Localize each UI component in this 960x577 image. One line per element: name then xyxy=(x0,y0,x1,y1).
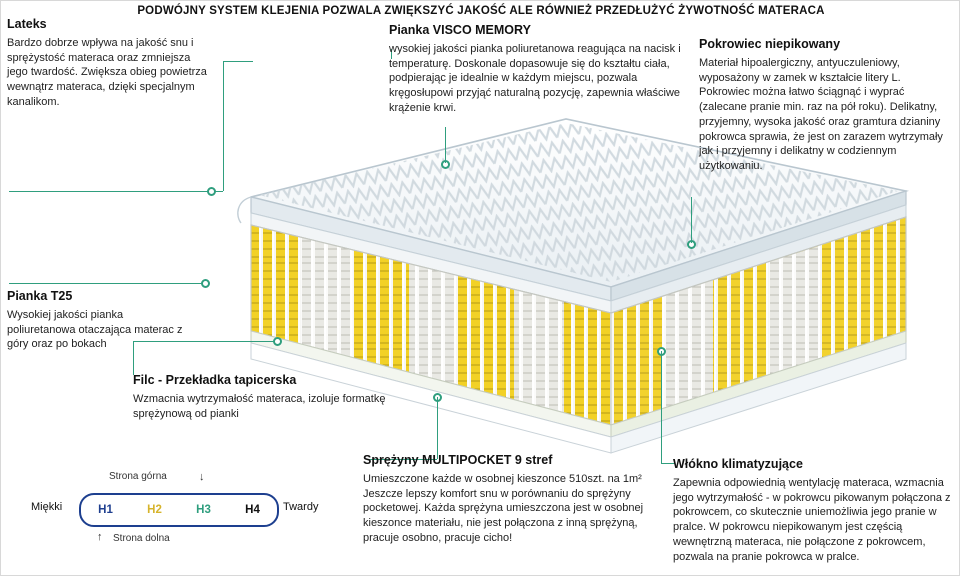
leader-line xyxy=(223,61,224,191)
callout-sprezyny xyxy=(363,453,649,546)
callout-visco-body: wysokiej jakości pianka poliuretanowa reagująca na nacisk i temperaturę. Doskonale dopasowuje się do kształtu ciała, podpierając je idealnie w każdym miejscu, pozwala kręgosłupowi przyjąć naturalną pozycję, zapewnia właściwe krążenie krwi. xyxy=(389,43,681,114)
hardness-scale[interactable] xyxy=(31,471,331,551)
callout-pokrowiec-body: Materiał hipoalergiczny, antyuczuleniowy, wyposażony w zamek w kształcie litery L. Pokrowiec można łatwo ściągnąć i wyprać (zalecane pranie min. raz na pół roku). Delikatny, przyjemny, wysoka jakość oraz gramtura dzianiny pokrowca sprawia, że jest on zarazem wytrzymały jak i przyjemny i delikatny w codziennym użytkowaniu. xyxy=(699,57,943,173)
callout-t25 xyxy=(7,289,193,352)
callout-wlokno xyxy=(673,457,953,564)
callout-lateks-body: Bardzo dobrze wpływa na jakość snu i sprężystość materaca oraz zmniejsza jego twardość. Zwiększa obieg powietrza wewnątrz materaca, dzięki specjalnym kanalikom. xyxy=(7,37,207,108)
leader-line xyxy=(9,191,223,192)
callout-dot-lateks xyxy=(207,187,216,196)
callout-filc-body: Wzmacnia wytrzymałość materaca, izoluje formatkę sprężynową od pianki xyxy=(133,393,386,420)
scale-step-h3[interactable]: H3 xyxy=(196,504,211,516)
callout-visco xyxy=(389,23,681,116)
callout-visco-title: Pianka VISCO MEMORY xyxy=(389,23,531,37)
callout-t25-body: Wysokiej jakości pianka poliuretanowa otaczająca materac z góry oraz po bokach xyxy=(7,309,183,351)
scale-step-h1[interactable]: H1 xyxy=(98,504,113,516)
callout-dot-t25 xyxy=(201,279,210,288)
scale-bottom-label: Strona dolna xyxy=(113,533,170,544)
callout-lateks xyxy=(7,17,207,110)
leader-line xyxy=(661,351,662,463)
callout-filc xyxy=(133,373,401,421)
scale-left-label: Miękki xyxy=(31,501,63,513)
scale-right-label: Twardy xyxy=(283,501,319,513)
leader-line xyxy=(691,197,692,243)
callout-wlokno-body: Zapewnia odpowiednią wentylację materaca, wzmacnia jego wytrzymałość - w pokrowcu pikowanym połączona z pokrowcem, co skutecznie uniemożliwia jego pranie w pralce. W pokrowcu niepikowanym jest częścią wewnętrzną materaca, nie połączone z pokrowcem, pozwala na pranie pokrowca w pralce. xyxy=(673,477,951,563)
callout-pokrowiec xyxy=(699,37,953,174)
callout-t25-title: Pianka T25 xyxy=(7,289,73,303)
callout-filc-title: Filc - Przekładka tapicerska xyxy=(133,373,297,387)
leader-line xyxy=(223,61,253,62)
arrow-down-icon: ↓ xyxy=(199,471,205,483)
leader-line xyxy=(445,127,446,163)
callout-lateks-title: Lateks xyxy=(7,17,47,31)
scale-step-h2[interactable]: H2 xyxy=(147,504,162,516)
callout-sprezyny-title: Sprężyny MULTIPOCKET 9 stref xyxy=(363,453,553,467)
callout-sprezyny-body: Umieszczone każde w osobnej kieszonce 510szt. na 1m² Jeszcze lepszy komfort snu w porównaniu do sprężyny pocketowej. Każda sprężyna umieszczona jest w osobnej kieszonce materiału, nie jest połączona z inną sprężyną, pracuje osobno, pracuje cicho! xyxy=(363,473,644,544)
leader-line xyxy=(437,397,438,459)
callout-pokrowiec-title: Pokrowiec niepikowany xyxy=(699,37,841,51)
arrow-up-icon: ↑ xyxy=(97,531,103,543)
headline: PODWÓJNY SYSTEM KLEJENIA POZWALA ZWIĘKSZYĆ JAKOŚĆ ALE RÓWNIEŻ PRZEDŁUŻYĆ ŻYWOTNOŚĆ MATERACA xyxy=(137,5,825,17)
callout-wlokno-title: Włókno klimatyzujące xyxy=(673,457,803,471)
scale-track[interactable] xyxy=(79,493,279,527)
leader-line xyxy=(9,283,205,284)
scale-step-h4[interactable]: H4 xyxy=(245,504,260,516)
scale-top-label: Strona górna xyxy=(109,471,167,482)
